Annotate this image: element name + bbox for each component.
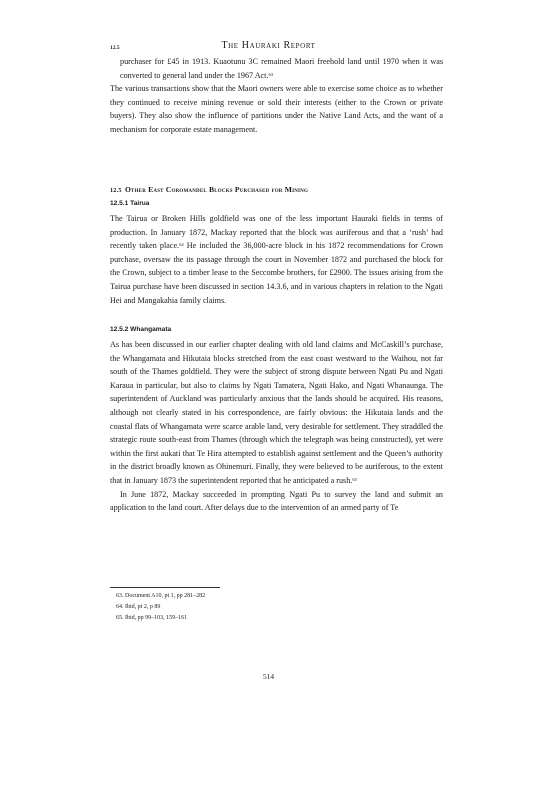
text-run: As has been discussed in our earlier chapter dealing with old land claims and McCaskill’s purchase, the Whangamata and Hikutaia blocks stretched from the east coast westward to the Waihou, not far south of the Thames goldfield. They were the subject of strong dispute between Ngati Pu and Ngati Karaua in particular, but also to claims by Ngati Tamatera, Ngati Hako, and Ngati Whanaunga. The superintendent of Auckland was particularly anxious that the lands should be acquired. His reasons, although not clearly stated in his correspondence, are fairly obvious: the Hikutaia lands and the coastal flats of Whangamata were scarce arable land, very desirable for settlement. They straddled the strategic route south-east from Thames (through which the telegraph was being constructed), yet were within the first aukati that Te Hira attempted to establish against settlement and the Queen’s authority in the district broadly known as Ohinemuri. Finally, they were believed to be auriferous, to the extent that in January 1873 the superintendent reported that he anticipated a rush. [110,340,443,485]
footnote: 64. Ibid, pt 2, p 89 [116,603,161,610]
subsection-heading-whangamata: 12.5.2 Whangamata [110,326,172,333]
section-tag: 12.5 [110,45,120,51]
section-number: 12.5 [110,187,122,194]
text-run: purchaser for £45 in 1913. Kuaotunu 3C remained Maori freehold land until 1970 when it was converted to general land under the 1967 Act. [120,57,443,80]
running-title: The Hauraki Report [221,40,316,51]
intro-block [110,55,443,137]
section-title: Other East Coromandel Blocks Purchased for Mining [124,185,309,194]
footnote-divider [110,587,220,588]
page-number: 514 [262,672,275,681]
section-heading [110,185,308,194]
footnote: 63. Document A10, pt 1, pp 281–282 [116,593,206,599]
subsection-heading-tairua: 12.5.1 Tairua [110,200,150,207]
tairua-block [110,212,443,307]
footnote-marker: 64 [179,242,184,248]
intro-hanging-paragraph [110,55,443,82]
text-run: He included the 36,000-acre block in his 1872 recommendations for Crown purchase, oversaw the its passage through the court in November 1872 and purchased the block for the Crown, subject to a timber lease to the Seccombe brothers, for £2900. The issues arising from the Tairua purchase have been discussed in section 14.3.6, and in various chapters in relation to the Ngati Hei and Mangakahia family claims. [110,241,443,305]
whangamata-block [110,338,443,515]
text-run: The Tairua or Broken Hills goldfield was one of the less important Hauraki fields in terms of production. In January 1872, Mackay reported that the block was auriferous and that a ‘rush’ had recently taken place. [110,214,443,251]
footnote-marker: 65 [352,476,357,482]
tairua-paragraph [110,212,443,307]
whangamata-paragraph-2: In June 1872, Mackay succeeded in prompting Ngati Pu to survey the land and submit an application to the land court. After delays due to the intervention of an armed party of Te [110,489,443,513]
footnotes [116,591,205,623]
intro-paragraph: The various transactions show that the Maori owners were able to exercise some choice as to whether they continued to receive mining revenue or sold their interests (either to the Crown or private buyers). They also show the influence of partitions under the Native Land Acts, and the want of a mechanism for corporate estate management. [110,84,443,134]
footnote: 65. Ibid, pp 99–103, 159–161 [116,614,188,621]
whangamata-paragraph-1 [110,338,443,488]
footnote-marker: 63 [268,71,274,77]
